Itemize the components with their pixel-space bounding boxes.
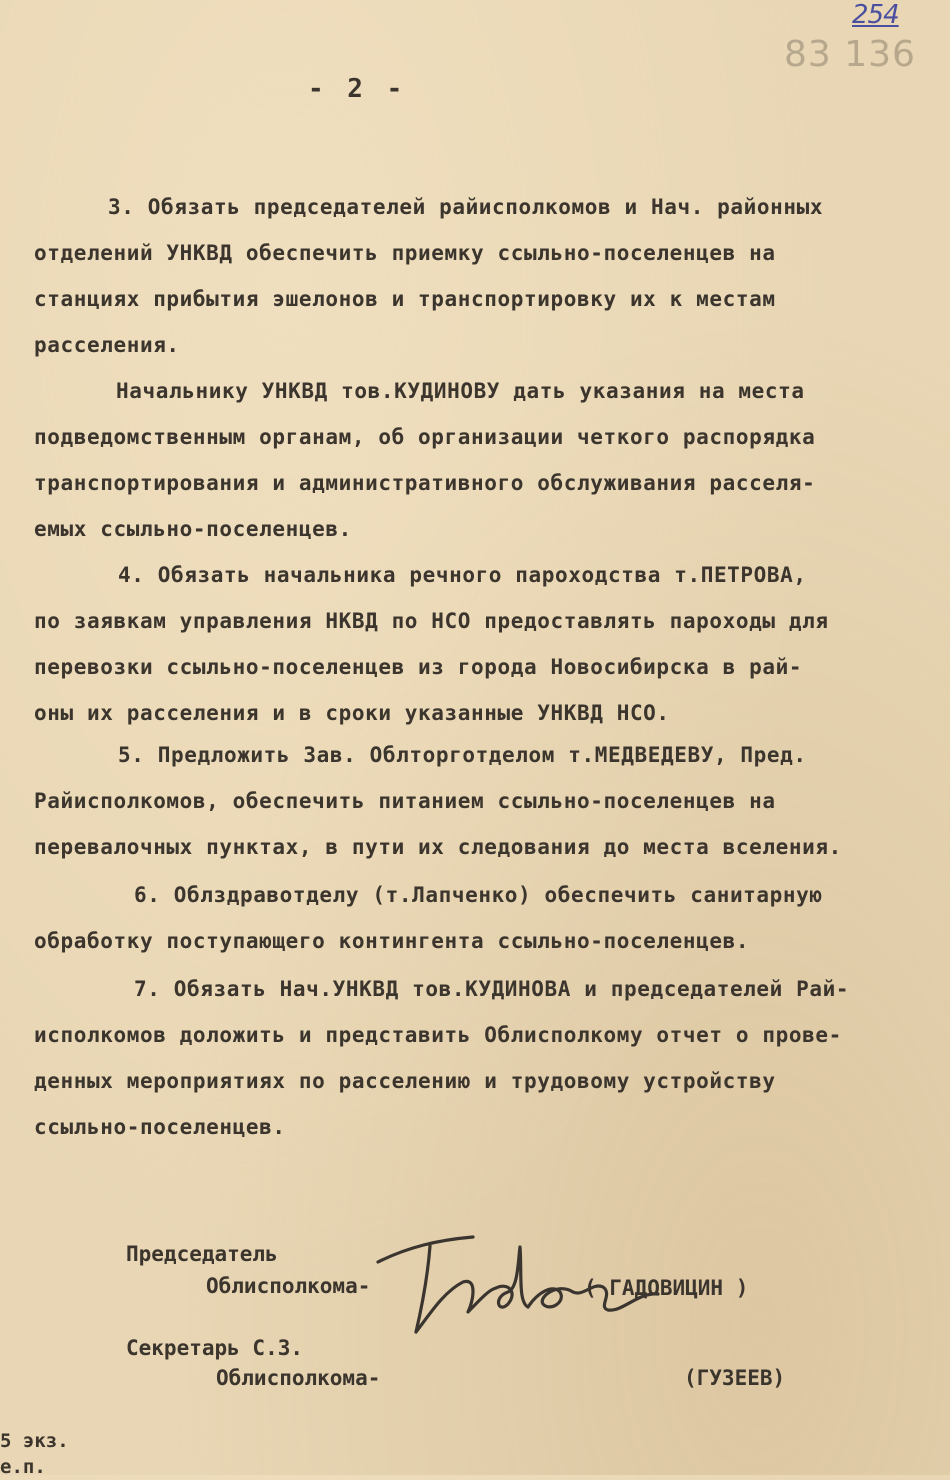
chair-title-line1: Председатель [126,1242,278,1266]
page-number: - 2 - [308,74,407,104]
secretary-name: (ГУЗЕЕВ) [684,1366,786,1390]
paragraph-6: 6. Облздравотделу (т.Лапченко) обеспечить санитарную обработку поступающего контингента ссыльно-поселенцев. [34,883,823,953]
chair-title-line2: Облисполкома- [206,1274,371,1298]
paragraph-4: 4. Обязать начальника речного пароходства т.ПЕТРОВА, по заявкам управления НКВД по НСО предоставлять пароходы для перевозки ссыльно-поселенцев из города Новосибирска в рай- оны их расселения и в сроки указанные УНКВД НСО. [34,563,829,725]
copies-note: 5 экз. е.п. [0,1430,69,1478]
paragraph-3-continuation: Начальнику УНКВД тов.КУДИНОВУ дать указания на места подведомственным органам, об организации четкого распорядка транспортирования и административного обслуживания расселя- емых ссыльно-поселенцев. [34,379,816,541]
paragraph-5: 5. Предложить Зав. Облторготделом т.МЕДВЕДЕВУ, Пред. Райисполкомов, обеспечить питанием ссыльно-поселенцев на перевалочных пунктах, в пути их следования до места вселения. [34,743,842,859]
paragraph-7: 7. Обязать Нач.УНКВД тов.КУДИНОВА и председателей Рай- исполкомов доложить и представить Облисполкому отчет о прове- денных мероприятиях по расселению и трудовому устройству ссыльно-поселенцев. [34,977,850,1139]
archive-old-number: 83 136 [784,34,916,75]
paragraph-3: 3. Обязать председателей райисполкомов и Нач. районных отделений УНКВД обеспечить приемку ссыльно-поселенцев на станциях прибытия эшелонов и транспортировку их к местам расселения. [34,195,824,357]
chair-name: ( ГАДОВИЦИН ) [584,1276,749,1300]
archive-sheet-number: 254 [852,0,899,30]
handwritten-signature [368,1222,668,1352]
secretary-title-line1: Секретарь С.З. [126,1336,304,1360]
secretary-title-line2: Облисполкома- [216,1366,381,1390]
